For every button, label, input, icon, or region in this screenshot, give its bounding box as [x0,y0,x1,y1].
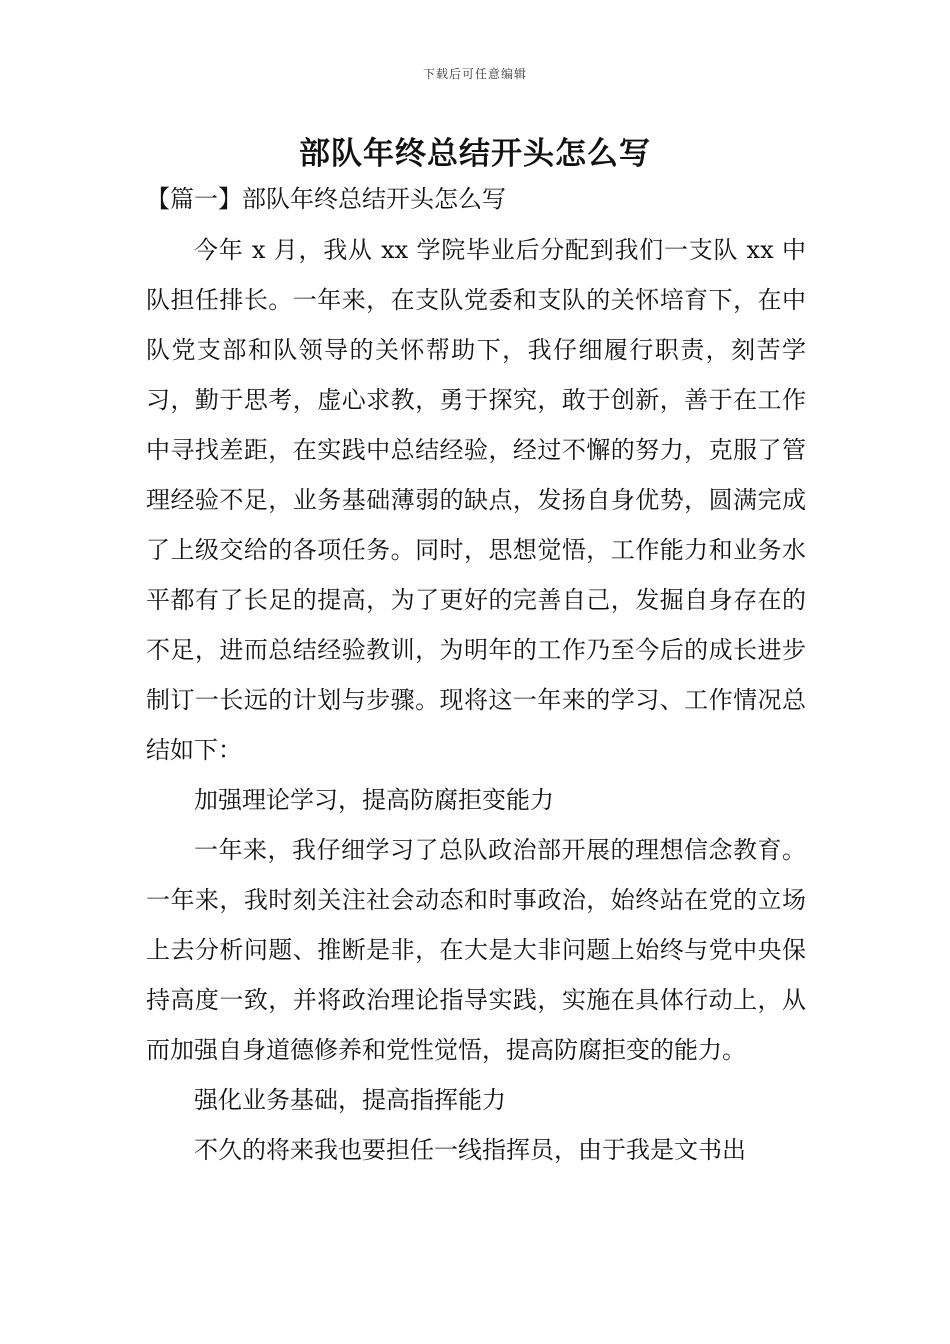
paragraph-theory: 一年来，我仔细学习了总队政治部开展的理想信念教育。一年来，我时刻关注社会动态和时事政治，始终站在党的立场上去分析问题、推断是非，在大是大非问题上始终与党中央保持高度一致，并将政治理论指导实践，实施在具体行动上，从而加强自身道德修养和党性觉悟，提高防腐拒变的能力。 [146,836,806,1064]
section-label: 【篇一】部队年终总结开头怎么写 [146,185,506,213]
subheading-business: 强化业务基础，提高指挥能力 [194,1086,506,1114]
document-body [146,225,806,1175]
header-note: 下载后可任意编辑 [422,67,527,81]
document-title: 部队年终总结开头怎么写 [299,136,651,172]
paragraph-business: 不久的将来我也要担任一线指挥员，由于我是文书出 [194,1136,746,1164]
subheading-theory: 加强理论学习，提高防腐拒变能力 [194,786,554,814]
paragraph-intro: 今年 x 月，我从 xx 学院毕业后分配到我们一支队 xx 中队担任排长。一年来，在支队党委和支队的关怀培育下，在中队党支部和队领导的关怀帮助下，我仔细履行职责，刻苦学习，勤于思考，虚心求教，勇于探究，敢于创新，善于在工作中寻找差距，在实践中总结经验，经过不懈的努力，克服了管理经验不足，业务基础薄弱的缺点，发扬自身优势，圆满完成了上级交给的各项任务。同时，思想觉悟，工作能力和业务水平都有了长足的提高，为了更好的完善自己，发掘自身存在的不足，进而总结经验教训，为明年的工作乃至今后的成长进步制订一长远的计划与步骤。现将这一年来的学习、工作情况总结如下： [146,236,806,764]
